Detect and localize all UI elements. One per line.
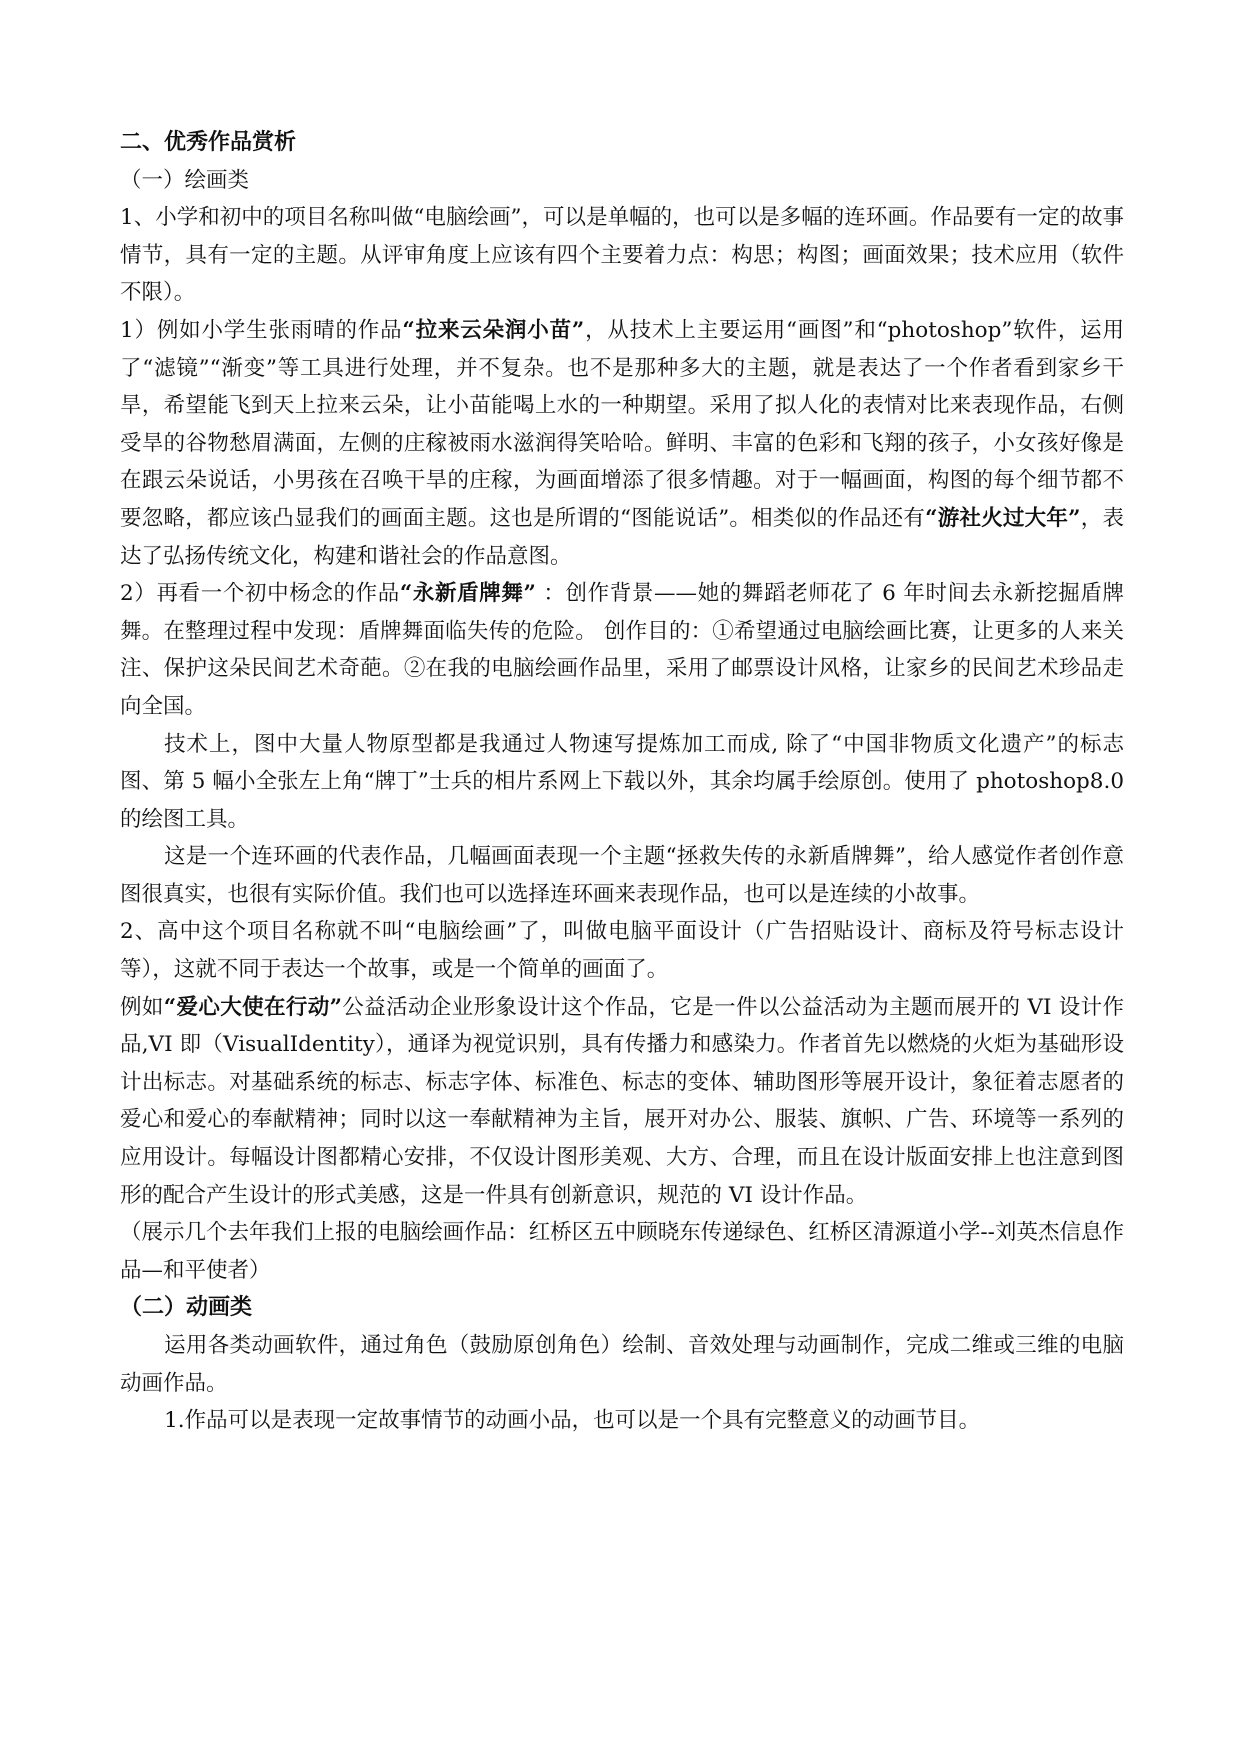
text-segment: 2）再看一个初中杨念的作品 [120,581,400,607]
paragraph-animation-intro: 运用各类动画软件，通过角色（鼓励原创角色）绘制、音效处理与动画制作，完成二维或三维的电脑动画作品。 [120,1333,1124,1396]
paragraph-animation-item-1: 1.作品可以是表现一定故事情节的动画小品，也可以是一个具有完整意义的动画节目。 [164,1408,981,1434]
work-title: “拉来云朵润小苗” [402,317,585,343]
paragraph-example-1 [120,312,1124,575]
work-title: “永新盾牌舞” [399,581,536,607]
paragraph-high-school: 2、高中这个项目名称就不叫“电脑绘画”了，叫做电脑平面设计（广告招贴设计、商标及符号标志设计等），这就不同于表达一个故事，或是一个简单的画面了。 [120,919,1124,983]
paragraph-comic-strip: 这是一个连环画的代表作品，几幅画面表现一个主题“拯救失传的永新盾牌舞”，给人感觉作者创作意图很真实，也很有实际价值。我们也可以选择连环画来表现作品，也可以是连续的小故事。 [120,844,1124,907]
work-title: “游社火过大年” [925,505,1081,531]
paragraph-intro: 1、小学和初中的项目名称叫做“电脑绘画”，可以是单幅的，也可以是多幅的连环画。作品要有一定的故事情节，具有一定的主题。从评审角度上应该有四个主要着力点：构思；构图；画面效果；技术应用（软件不限）。 [120,205,1124,306]
paragraph-showcase-note: （展示几个去年我们上报的电脑绘画作品：红桥区五中顾晓东传递绿色、红桥区清源道小学--刘英杰信息作品—和平使者） [120,1220,1124,1283]
text-segment: 例如 [120,994,164,1020]
section-title: 二、优秀作品赏析 [120,129,297,155]
text-segment: 1）例如小学生张雨晴的作品 [120,317,403,343]
text-segment: ，从技术上主要运用“画图”和“photoshop”软件，运用了“滤镜”“渐变”等工具进行处理，并不复杂。也不是那种多大的主题，就是表达了一个作者看到家乡干旱，希望能飞到天上拉来云朵，让小苗能喝上水的一种期望。采用了拟人化的表情对比来表现作品，右侧受旱的谷物愁眉满面，左侧的庄稼被雨水滋润得笑哈哈。鲜明、丰富的色彩和飞翔的孩子，小女孩好像是在跟云朵说话，小男孩在召唤干旱的庄稼，为画面增添了很多情趣。对于一幅画面，构图的每个细节都不要忽略，都应该凸显我们的画面主题。这也是所谓的“图能说话”。相类似的作品还有 [120,317,1124,531]
paragraph-example-2 [120,575,1124,725]
subsection-painting: （一）绘画类 [120,167,250,193]
text-segment: 公益活动企业形象设计这个作品，它是一件以公益活动为主题而展开的 VI 设计作品,VI 即（VisualIdentity），通译为视觉识别，具有传播力和感染力。作者首先以燃烧的火炬为基础形设计出标志。对基础系统的标志、标志字体、标准色、标志的变体、辅助图形等展开设计，象征着志愿者的爱心和爱心的奉献精神；同时以这一奉献精神为主旨，展开对办公、服装、旗帜、广告、环境等一系列的应用设计。每幅设计图都精心安排，不仅设计图形美观、大方、合理，而且在设计版面安排上也注意到图形的配合产生设计的形式美感，这是一件具有创新意识，规范的 VI 设计作品。 [120,994,1124,1208]
subsection-animation: （二）动画类 [120,1294,253,1321]
text-segment: ：创作背景——她的舞蹈老师花了 6 年时间去永新挖掘盾牌舞。在整理过程中发现：盾牌舞面临失传的危险。 创作目的：①希望通过电脑绘画比赛，让更多的人来关注、保护这朵民间艺术奇葩。②在我的电脑绘画作品里，采用了邮票设计风格，让家乡的民间艺术珍品走向全国。 [120,581,1125,719]
paragraph-technique: 技术上，图中大量人物原型都是我通过人物速写提炼加工而成, 除了“中国非物质文化遗产”的标志图、第 5 幅小全张左上角“牌丁”士兵的相片系网上下载以外，其余均属手绘原创。使用了 photoshop8.0 的绘图工具。 [120,731,1124,832]
paragraph-vi-design [120,989,1124,1215]
work-title: “爱心大使在行动” [163,994,342,1020]
text-segment: ，表达了弘扬传统文化，构建和谐社会的作品意图。 [120,505,1124,569]
